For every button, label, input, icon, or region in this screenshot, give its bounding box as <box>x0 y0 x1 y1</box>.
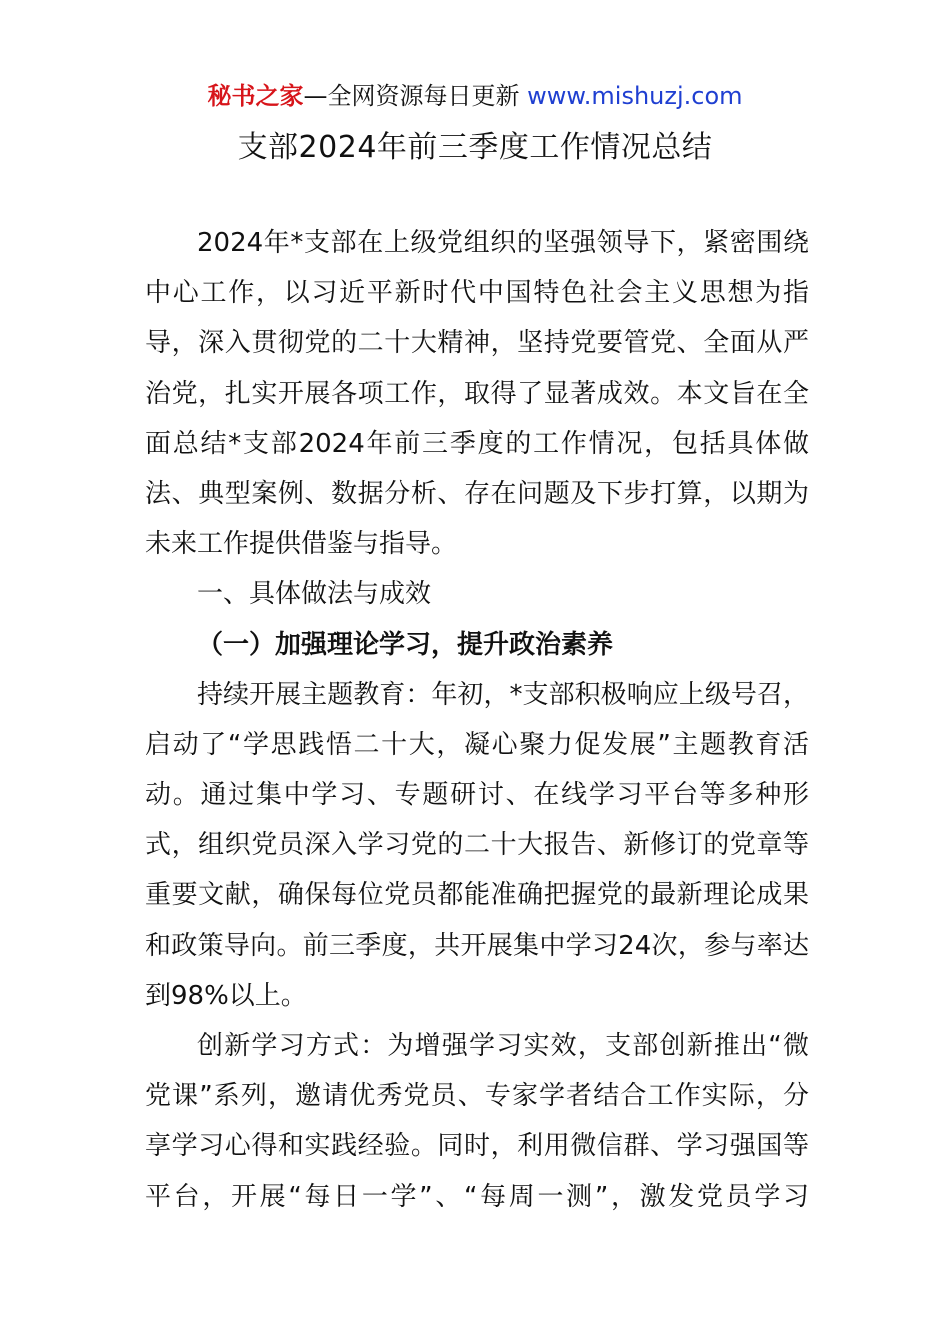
section-heading: 一、具体做法与成效 <box>197 579 432 610</box>
intro-line: 2024年*支部在上级党组织的坚强领导下，紧密围绕 <box>197 228 809 258</box>
paragraph-line: 动。通过集中学习、专题研讨、在线学习平台等多种形 <box>145 780 809 811</box>
paragraph-line: 享学习心得和实践经验。同时，利用微信群、学习强国等 <box>145 1131 809 1162</box>
paragraph-line: 式，组织党员深入学习党的二十大报告、新修订的党章等 <box>145 830 809 861</box>
paragraph-line: 平台，开展“每日一学”、“每周一测”，激发党员学习 <box>145 1181 809 1212</box>
site-banner <box>0 78 950 114</box>
intro-line: 中心工作，以习近平新时代中国特色社会主义思想为指 <box>145 278 809 309</box>
intro-line: 面总结*支部2024年前三季度的工作情况，包括具体做 <box>145 428 809 459</box>
banner-brand: 秘书之家 <box>207 82 304 110</box>
intro-line: 治党，扎实开展各项工作，取得了显著成效。本文旨在全 <box>145 378 809 409</box>
banner-tagline: —全网资源每日更新 <box>303 82 520 110</box>
banner-url-link[interactable]: www.mishuzj.com <box>527 82 743 110</box>
intro-line: 法、典型案例、数据分析、存在问题及下步打算，以期为 <box>145 478 809 509</box>
document-body <box>145 218 809 1222</box>
document-title: 支部2024年前三季度工作情况总结 <box>237 130 713 165</box>
intro-line: 导，深入贯彻党的二十大精神，坚持党要管党、全面从严 <box>145 328 809 359</box>
subsection-heading: （一）加强理论学习，提升政治素养 <box>197 629 614 660</box>
paragraph-line: 和政策导向。前三季度，共开展集中学习24次，参与率达 <box>145 930 809 961</box>
paragraph-line: 党课”系列，邀请优秀党员、专家学者结合工作实际，分 <box>145 1081 809 1112</box>
paragraph-line: 启动了“学思践悟二十大，凝心聚力促发展”主题教育活 <box>145 729 809 760</box>
paragraph-line: 创新学习方式：为增强学习实效，支部创新推出“微 <box>197 1031 809 1061</box>
intro-line: 未来工作提供借鉴与指导。 <box>145 529 458 560</box>
paragraph-line: 重要文献，确保每位党员都能准确把握党的最新理论成果 <box>145 880 809 911</box>
paragraph-line: 到98%以上。 <box>145 980 307 1011</box>
paragraph-line: 持续开展主题教育：年初，*支部积极响应上级号召， <box>197 679 809 710</box>
